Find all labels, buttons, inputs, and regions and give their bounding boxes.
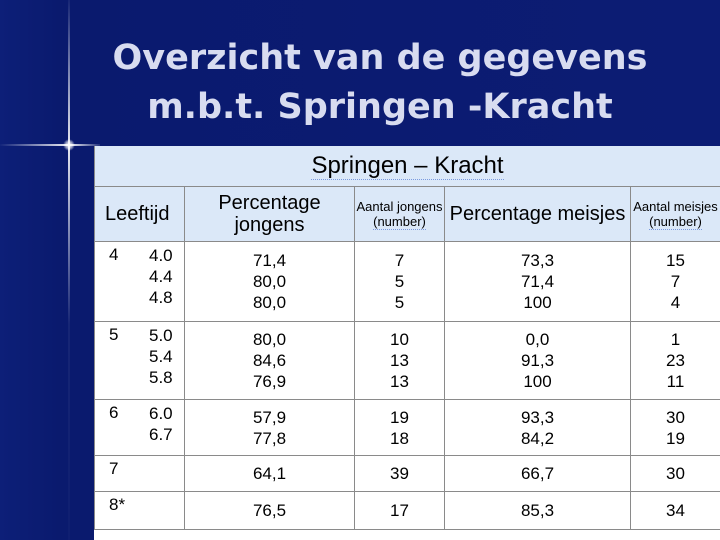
cell-pct-boys (185, 242, 355, 322)
cell-value: 5 (394, 293, 405, 312)
cell-pct-girls (445, 456, 631, 492)
table-row (95, 322, 720, 400)
cell-n-girls (631, 492, 720, 530)
slide-title-line-2: m.b.t. Springen -Kracht (147, 87, 613, 127)
cell-value: 57,9 (252, 407, 287, 427)
cell-value: 4 (670, 293, 681, 312)
cell-value: 93,3 (520, 407, 555, 427)
table-header-row (95, 187, 720, 242)
age-value: 6.0 (149, 404, 173, 423)
age-group-label: 5 (109, 325, 119, 344)
age-sublist (149, 325, 173, 388)
cell-n-girls (631, 322, 720, 400)
header-n-girls: Aantal meisjes (number) (631, 187, 720, 242)
cell-pct-girls (445, 492, 631, 530)
cell-value: 64,1 (252, 464, 287, 483)
age-cell (95, 242, 185, 322)
cell-value: 13 (390, 372, 409, 391)
cell-value: 91,3 (520, 351, 555, 370)
cell-value: 18 (390, 428, 409, 448)
age-value: 6.7 (149, 425, 173, 444)
cell-n-girls (631, 400, 720, 456)
cell-value: 85,3 (520, 501, 555, 520)
cell-value: 30 (666, 464, 685, 483)
header-pct-girls: Percentage meisjes (445, 187, 631, 242)
cell-pct-girls (445, 242, 631, 322)
cell-value: 76,9 (252, 372, 287, 391)
age-cell (95, 322, 185, 400)
cell-value: 0,0 (525, 330, 550, 349)
cell-value: 84,6 (252, 351, 287, 370)
cell-value: 17 (390, 501, 409, 520)
cell-value: 7 (394, 251, 405, 270)
age-value: 5.8 (149, 368, 173, 387)
cell-value: 71,4 (520, 272, 555, 291)
cell-value: 80,0 (252, 272, 287, 291)
cell-value: 71,4 (252, 251, 287, 270)
cell-n-boys (355, 400, 445, 456)
cell-value: 19 (666, 428, 685, 448)
age-group-label: 8* (109, 495, 126, 514)
data-table (94, 146, 720, 530)
cell-value: 23 (666, 351, 685, 370)
header-n-boys: Aantal jongens (number) (355, 187, 445, 242)
age-sublist (149, 403, 173, 445)
slide-title (60, 34, 700, 132)
age-group-label: 4 (109, 245, 119, 264)
age-cell (95, 492, 185, 530)
cell-n-boys (355, 492, 445, 530)
table-row (95, 492, 720, 530)
cell-n-boys (355, 242, 445, 322)
cell-n-boys (355, 456, 445, 492)
cell-pct-boys (185, 400, 355, 456)
cell-value: 73,3 (520, 251, 555, 270)
cell-pct-boys (185, 322, 355, 400)
table-row (95, 400, 720, 456)
cell-value: 77,8 (252, 428, 287, 448)
decorative-spark (63, 139, 75, 151)
header-pct-boys: Percentage jongens (185, 187, 355, 242)
cell-value: 80,0 (252, 330, 287, 349)
age-sublist (149, 245, 173, 308)
cell-value: 66,7 (520, 464, 555, 483)
cell-value: 100 (523, 372, 552, 391)
age-group-label: 7 (109, 459, 119, 478)
age-value: 4.8 (149, 288, 173, 307)
cell-value: 100 (523, 293, 552, 312)
cell-value: 5 (394, 272, 405, 291)
cell-value: 84,2 (520, 428, 555, 448)
cell-value: 30 (666, 407, 685, 427)
table-caption: Springen – Kracht (95, 146, 720, 187)
cell-pct-girls (445, 322, 631, 400)
age-value: 5.4 (149, 347, 173, 366)
cell-value: 11 (666, 372, 685, 391)
cell-pct-boys (185, 456, 355, 492)
age-group-label: 6 (109, 403, 119, 422)
cell-n-girls (631, 242, 720, 322)
age-value: 5.0 (149, 326, 173, 345)
age-cell (95, 456, 185, 492)
cell-value: 19 (390, 407, 409, 427)
cell-value: 13 (390, 351, 409, 370)
cell-n-girls (631, 456, 720, 492)
data-table-container (94, 146, 720, 540)
decorative-horizontal-line (0, 144, 100, 146)
table-row (95, 242, 720, 322)
table-row (95, 456, 720, 492)
cell-pct-boys (185, 492, 355, 530)
cell-value: 7 (670, 272, 681, 291)
cell-pct-girls (445, 400, 631, 456)
cell-value: 76,5 (252, 501, 287, 520)
age-value: 4.0 (149, 246, 173, 265)
cell-value: 1 (670, 330, 681, 349)
cell-value: 80,0 (252, 293, 287, 312)
cell-value: 34 (666, 501, 685, 520)
slide-title-line-1: Overzicht van de gegevens (112, 38, 648, 78)
cell-value: 39 (390, 464, 409, 483)
cell-value: 10 (390, 330, 409, 349)
age-cell (95, 400, 185, 456)
age-value: 4.4 (149, 267, 173, 286)
cell-n-boys (355, 322, 445, 400)
cell-value: 15 (666, 251, 685, 270)
header-age: Leeftijd (95, 187, 185, 242)
